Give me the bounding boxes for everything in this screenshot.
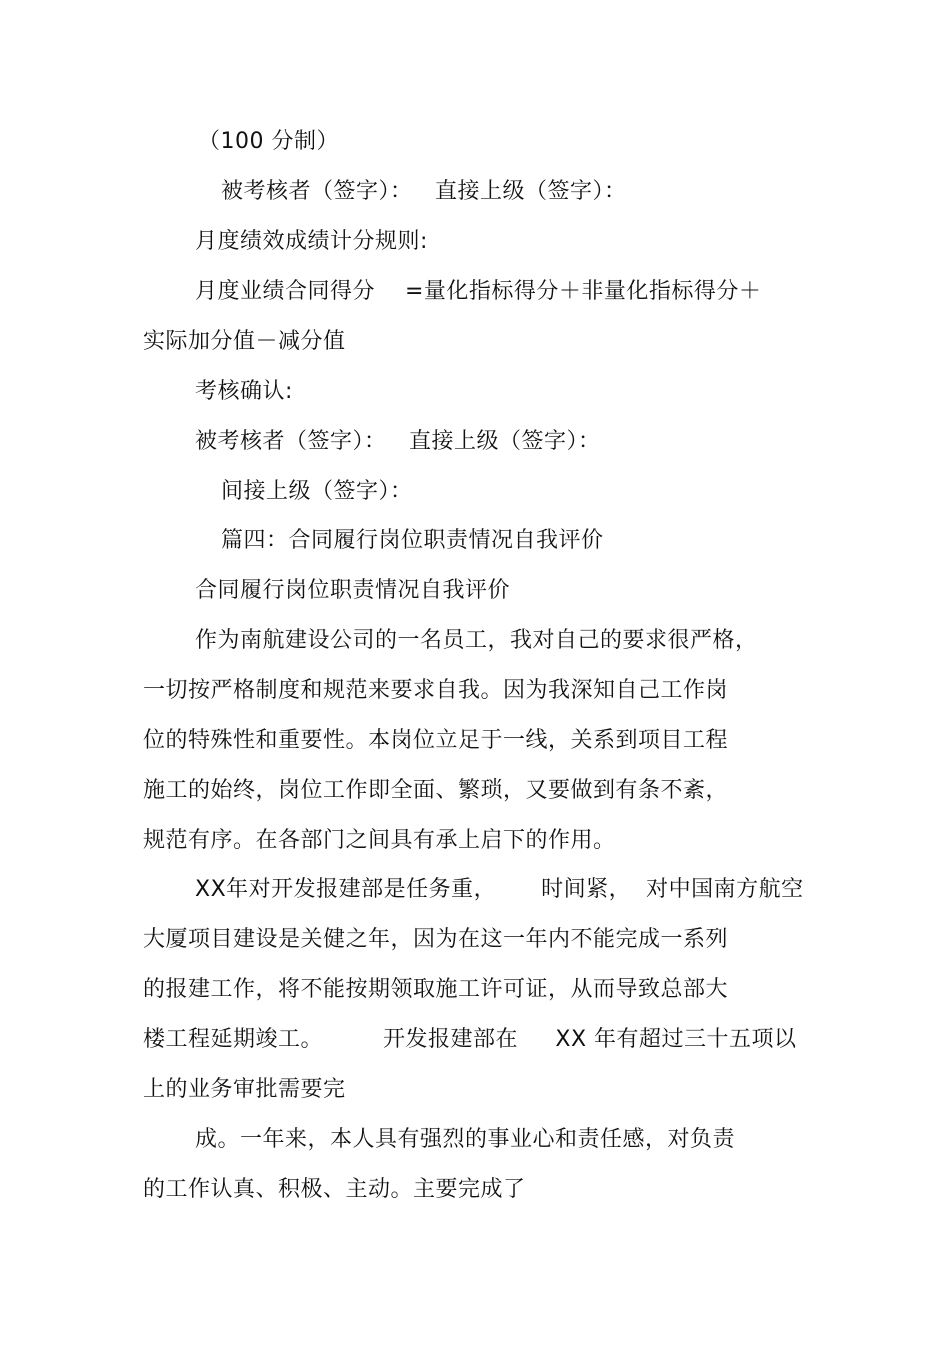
- formula-line: 月度业绩合同得分 =量化指标得分＋非量化指标得分＋: [195, 279, 762, 304]
- signature-line: 被考核者（签字）： 直接上级（签字）：: [195, 429, 601, 454]
- indirect-supervisor-signature: 间接上级（签字）：: [221, 479, 413, 504]
- paragraph-line: 楼工程延期竣工。 开发报建部在 XX 年有超过三十五项以: [143, 1027, 797, 1052]
- paragraph-line: 施工的始终，岗位工作即全面、繁琐，又要做到有条不紊，: [143, 778, 729, 803]
- paragraph-line: 位的特殊性和重要性。本岗位立足于一线，关系到项目工程: [143, 728, 729, 753]
- paragraph-line: XX年对开发报建部是任务重， 时间紧， 对中国南方航空: [195, 877, 804, 902]
- scoring-rules-heading: 月度绩效成绩计分规则:: [195, 229, 428, 254]
- paragraph-line: 规范有序。在各部门之间具有承上启下的作用。: [143, 828, 616, 853]
- article-title: 合同履行岗位职责情况自我评价: [195, 578, 511, 603]
- paragraph-line: 一切按严格制度和规范来要求自我。因为我深知自己工作岗: [143, 678, 729, 703]
- confirmation-heading: 考核确认:: [195, 379, 293, 404]
- paragraph-line: 的报建工作，将不能按期领取施工许可证，从而导致总部大: [143, 977, 729, 1002]
- section-heading: 篇四：合同履行岗位职责情况自我评价: [221, 528, 604, 553]
- paragraph-line: 上的业务审批需要完: [143, 1077, 346, 1102]
- paragraph-line: 的工作认真、积极、主动。主要完成了: [143, 1177, 526, 1202]
- signature-line: 被考核者（签字）： 直接上级（签字）：: [221, 179, 627, 204]
- formula-continuation: 实际加分值－减分值: [143, 329, 346, 354]
- paragraph-line: 作为南航建设公司的一名员工，我对自己的要求很严格，: [195, 628, 758, 653]
- paragraph-line: 成。一年来，本人具有强烈的事业心和责任感，对负责: [195, 1127, 736, 1152]
- score-system-note: （100 分制）: [198, 129, 339, 154]
- paragraph-line: 大厦项目建设是关健之年，因为在这一年内不能完成一系列: [143, 927, 729, 952]
